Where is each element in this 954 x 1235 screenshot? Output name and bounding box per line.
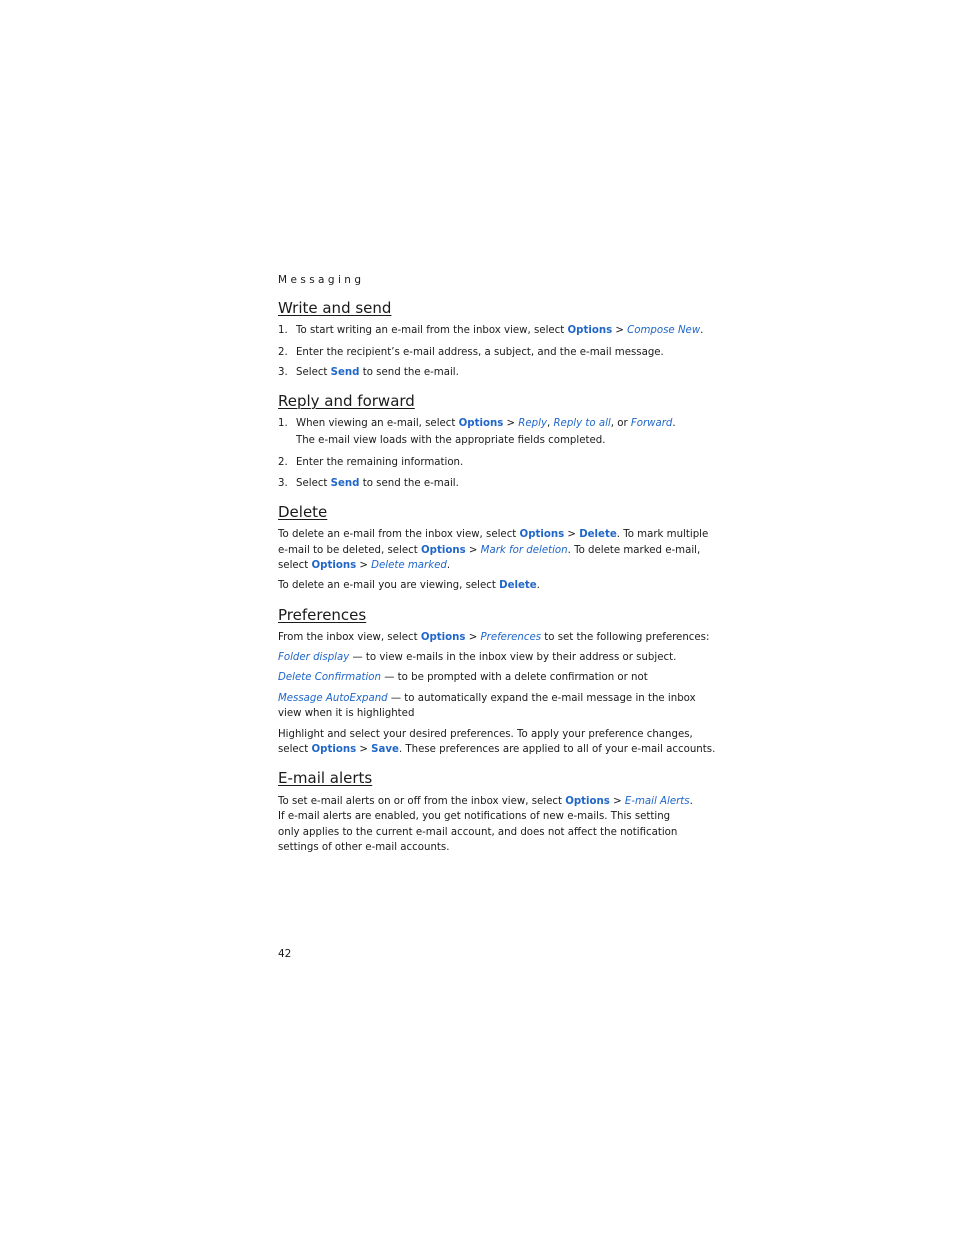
options-command: Options [565, 796, 610, 807]
alerts-paragraph-line: To set e-mail alerts on or off from the inbox view, select Options > E-mail Alerts. [278, 796, 693, 807]
running-header: Messaging [278, 274, 365, 286]
section-title-preferences: Preferences [278, 606, 367, 624]
step-number: 2. [278, 457, 288, 468]
send-command: Send [330, 367, 360, 378]
step-number: 1. [278, 418, 288, 429]
step-number: 1. [278, 325, 288, 336]
step-number: 3. [278, 367, 288, 378]
apply-preferences-line: select Options > Save. These preferences are applied to all of your e-mail accounts. [278, 744, 716, 755]
alerts-paragraph-line: settings of other e-mail accounts. [278, 842, 450, 853]
delete-paragraph-line: select Options > Delete marked. [278, 560, 451, 571]
compose-new-command: Compose New [627, 325, 701, 336]
delete-paragraph-line: e-mail to be deleted, select Options > Mark for deletion. To delete marked e-mail, [278, 545, 701, 556]
write-step-3: Select Send to send the e-mail. [296, 367, 459, 378]
delete-marked-command: Delete marked [371, 560, 447, 571]
reply-to-all-command: Reply to all [553, 418, 611, 429]
section-title-reply-and-forward: Reply and forward [278, 392, 415, 410]
reply-step-3: Select Send to send the e-mail. [296, 478, 459, 489]
alerts-paragraph-line: If e-mail alerts are enabled, you get notifications of new e-mails. This setting [278, 811, 671, 822]
delete-confirmation-item: Delete Confirmation — to be prompted with a delete confirmation or not [278, 672, 648, 683]
options-command: Options [519, 529, 565, 540]
delete-paragraph-line: To delete an e-mail from the inbox view, select Options > Delete. To mark multiple [278, 529, 709, 540]
delete-viewing-paragraph: To delete an e-mail you are viewing, select Delete. [278, 580, 540, 591]
reply-step-1-continuation: The e-mail view loads with the appropriate fields completed. [296, 435, 606, 446]
delete-command: Delete [499, 580, 537, 591]
alerts-paragraph-line: only applies to the current e-mail account, and does not affect the notification [278, 827, 678, 838]
section-title-email-alerts: E-mail alerts [278, 769, 373, 787]
delete-confirmation-option: Delete Confirmation [278, 672, 381, 683]
forward-command: Forward [630, 418, 673, 429]
options-command: Options [311, 560, 357, 571]
reply-step-2: Enter the remaining information. [296, 457, 464, 468]
options-command: Options [420, 632, 466, 643]
message-autoexpand-continuation: view when it is highlighted [278, 708, 415, 719]
page-number: 42 [278, 948, 292, 960]
save-command: Save [371, 744, 399, 755]
preferences-command: Preferences [480, 632, 542, 643]
send-command: Send [330, 478, 360, 489]
options-command: Options [458, 418, 504, 429]
preferences-intro: From the inbox view, select Options > Preferences to set the following preferences: [278, 632, 710, 643]
delete-command: Delete [579, 529, 617, 540]
reply-step-1: When viewing an e-mail, select Options > Reply, Reply to all, or Forward. [296, 418, 676, 429]
section-title-write-and-send: Write and send [278, 299, 392, 317]
reply-command: Reply [518, 418, 547, 429]
step-number: 3. [278, 478, 288, 489]
apply-preferences-line: Highlight and select your desired preferences. To apply your preference changes, [278, 729, 693, 740]
mark-for-deletion-command: Mark for deletion [480, 545, 568, 556]
folder-display-item: Folder display — to view e-mails in the inbox view by their address or subject. [278, 652, 677, 663]
step-number: 2. [278, 347, 288, 358]
options-command: Options [567, 325, 613, 336]
write-step-2: Enter the recipient’s e-mail address, a subject, and the e-mail message. [296, 347, 664, 358]
options-command: Options [311, 744, 357, 755]
folder-display-option: Folder display [278, 652, 350, 663]
message-autoexpand-option: Message AutoExpand [278, 693, 388, 704]
message-autoexpand-item: Message AutoExpand — to automatically expand the e-mail message in the inbox [278, 693, 696, 704]
options-command: Options [421, 545, 466, 556]
section-title-delete: Delete [278, 503, 328, 521]
email-alerts-command: E-mail Alerts [624, 796, 690, 807]
write-step-1: To start writing an e-mail from the inbox view, select Options > Compose New. [296, 325, 704, 336]
